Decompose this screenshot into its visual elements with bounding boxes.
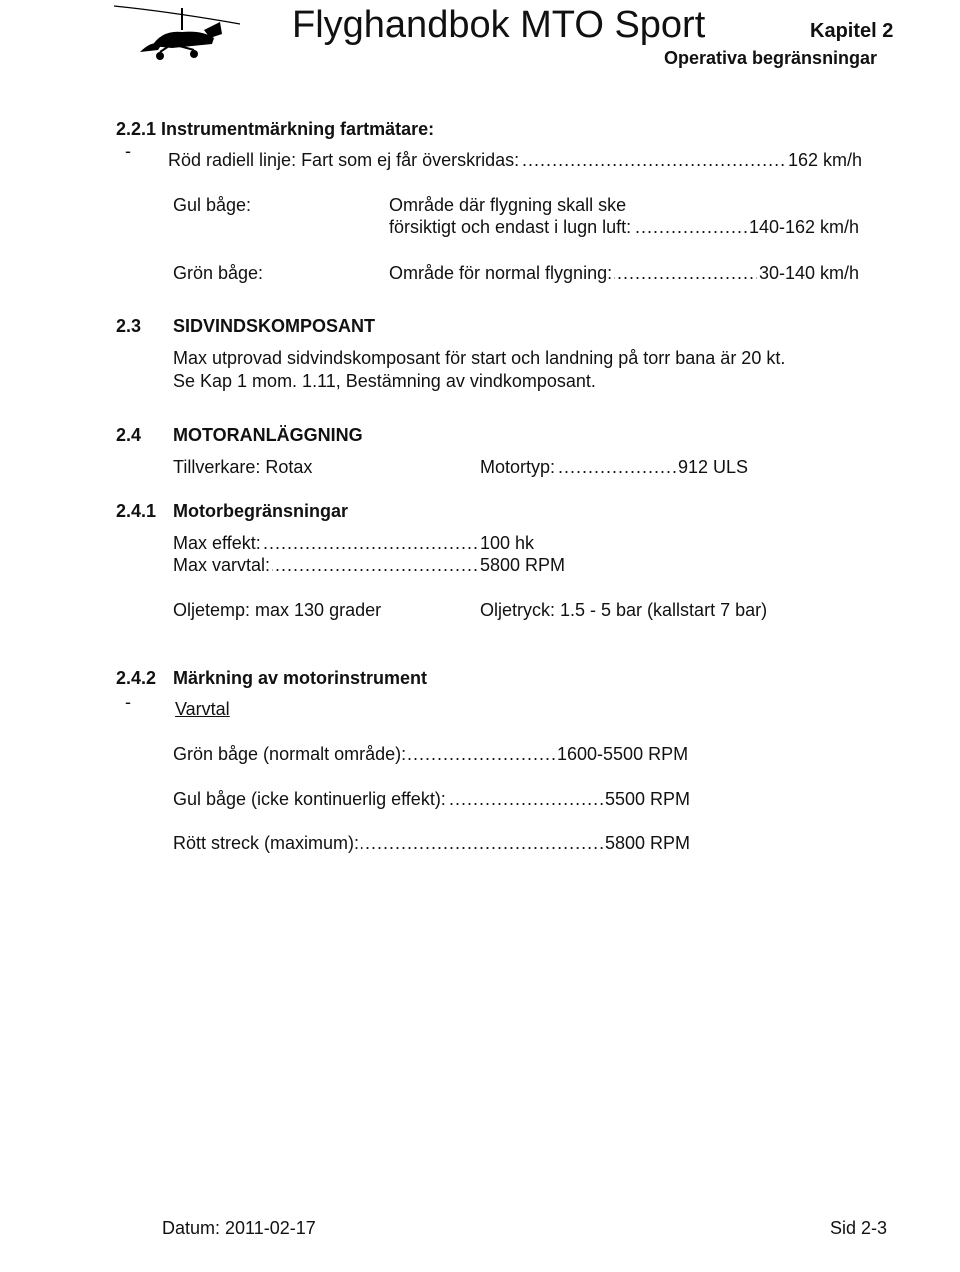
- green-arc-key: Grön båge:: [173, 263, 264, 283]
- section-2-2-1-heading: 2.2.1 Instrumentmärkning fartmätare:: [116, 119, 435, 139]
- rpm-red-row: [173, 832, 603, 854]
- section-2-4-1-heading: Motorbegränsningar: [173, 501, 349, 521]
- max-power-row: [173, 532, 478, 554]
- green-arc-value: 30-140 km/h: [759, 263, 860, 283]
- green-arc-text: Område för normal flygning:: [389, 263, 613, 283]
- rpm-green-row: [173, 743, 555, 765]
- rpm-green-label: Grön båge (normalt område):: [173, 744, 407, 764]
- max-rpm-label: Max varvtal:: [173, 555, 271, 575]
- section-2-3-number: 2.3: [116, 316, 142, 336]
- yellow-arc-value: 140-162 km/h: [749, 217, 860, 237]
- footer-page-number: Sid 2-3: [830, 1218, 888, 1238]
- yellow-arc-text-1: Område där flygning skall ske: [389, 195, 627, 215]
- rpm-red-label: Rött streck (maximum):: [173, 833, 360, 853]
- engine-type-value: 912 ULS: [678, 457, 749, 477]
- chapter-title: Operativa begränsningar: [664, 48, 878, 68]
- rpm-subheading: Varvtal: [175, 699, 230, 719]
- crosswind-text-1: Max utprovad sidvindskomposant för start och landning på torr bana är 20 kt.: [173, 348, 786, 368]
- yellow-arc-row: [389, 216, 747, 238]
- max-power-value: 100 hk: [480, 533, 535, 553]
- section-2-4-number: 2.4: [116, 425, 142, 445]
- crosswind-text-2: Se Kap 1 mom. 1.11, Bestämning av vindkomposant.: [173, 371, 596, 391]
- section-2-3-heading: SIDVINDSKOMPOSANT: [173, 316, 376, 336]
- rpm-red-value: 5800 RPM: [605, 833, 691, 853]
- document-title: Flyghandbok MTO Sport: [292, 4, 706, 46]
- oil-temperature: Oljetemp: max 130 grader: [173, 600, 382, 620]
- bullet-dash: -: [125, 141, 131, 161]
- engine-type-label: Motortyp:: [480, 457, 556, 477]
- yellow-arc-key: Gul båge:: [173, 195, 252, 215]
- section-2-4-heading: MOTORANLÄGGNING: [173, 425, 363, 445]
- engine-type-row: [480, 456, 676, 478]
- max-rpm-value: 5800 RPM: [480, 555, 566, 575]
- green-arc-row: [389, 262, 757, 284]
- max-power-label: Max effekt:: [173, 533, 261, 553]
- engine-manufacturer: Tillverkare: Rotax: [173, 457, 313, 477]
- rpm-yellow-row: [173, 788, 603, 810]
- section-2-4-1-number: 2.4.1: [116, 501, 157, 521]
- rpm-yellow-value: 5500 RPM: [605, 789, 691, 809]
- red-line-value: 162 km/h: [788, 150, 863, 170]
- bullet-dash-2: -: [125, 692, 131, 712]
- section-2-4-2-number: 2.4.2: [116, 668, 157, 688]
- section-2-4-2-heading: Märkning av motorinstrument: [173, 668, 428, 688]
- footer-date: Datum: 2011-02-17: [162, 1218, 316, 1238]
- rpm-green-value: 1600-5500 RPM: [557, 744, 689, 764]
- red-line-row: [168, 149, 786, 171]
- max-rpm-row: [173, 554, 478, 576]
- yellow-arc-text-2: försiktigt och endast i lugn luft:: [389, 217, 632, 237]
- oil-pressure: Oljetryck: 1.5 - 5 bar (kallstart 7 bar): [480, 600, 768, 620]
- rpm-yellow-label: Gul båge (icke kontinuerlig effekt):: [173, 789, 446, 809]
- chapter-number: Kapitel 2: [810, 20, 894, 42]
- gyrocopter-logo: [112, 0, 242, 68]
- red-line-label: Röd radiell linje: Fart som ej får överskridas:: [168, 150, 520, 170]
